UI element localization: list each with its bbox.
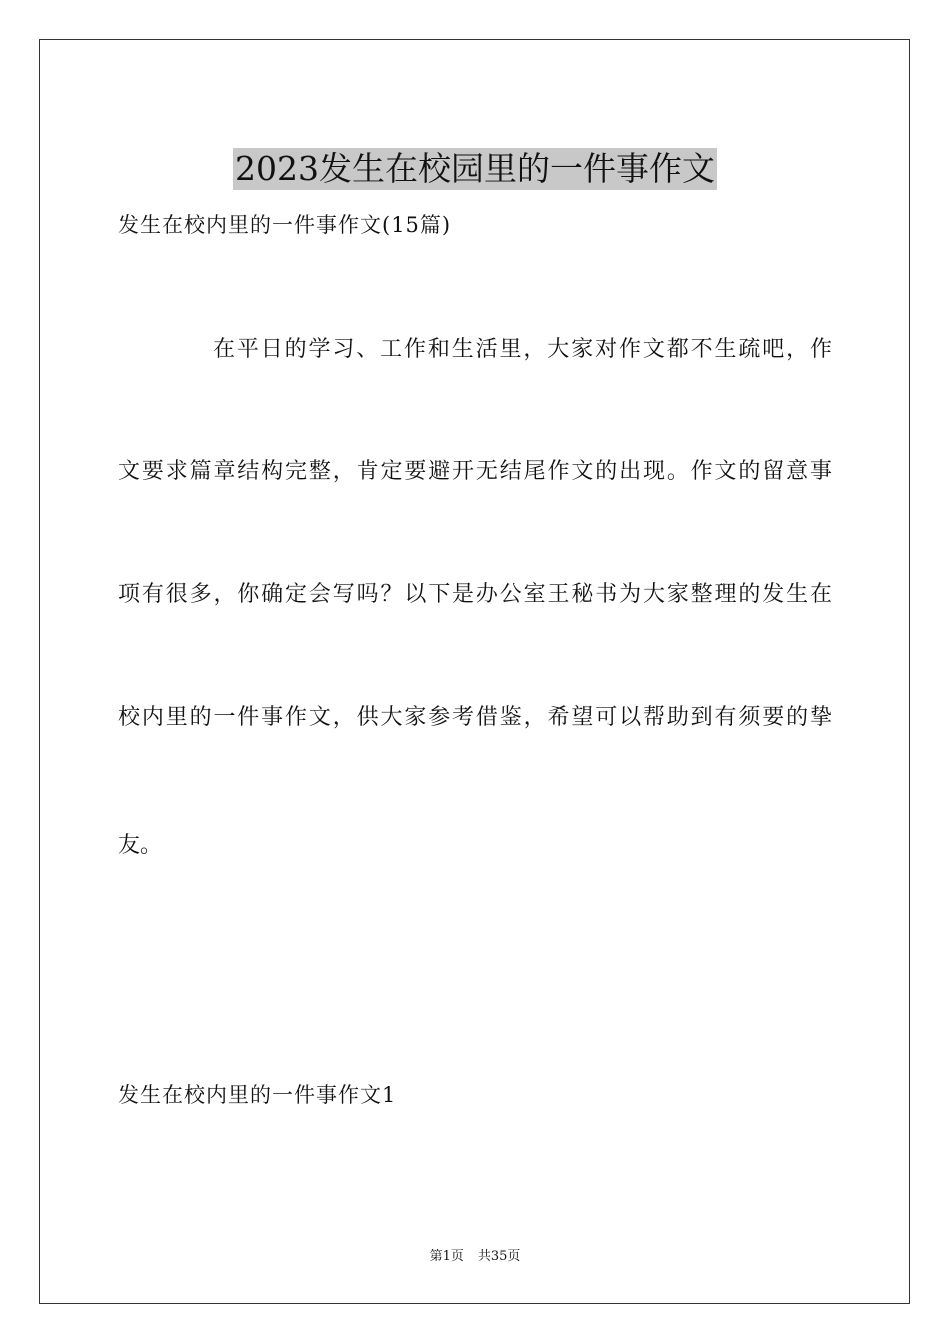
paragraph-line: 文要求篇章结构完整，肯定要避开无结尾作文的出现。作文的留意事 [118, 459, 832, 484]
paragraph-line: 项有很多，你确定会写吗？以下是办公室王秘书为大家整理的发生在 [118, 582, 832, 607]
section-heading: 发生在校内里的一件事作文1 [118, 1083, 397, 1107]
paragraph-line: 友。 [118, 833, 163, 858]
document-title: 2023发生在校园里的一件事作文 [235, 149, 715, 189]
paragraph-line: 校内里的一件事作文，供大家参考借鉴，希望可以帮助到有须要的挚 [118, 705, 832, 730]
page-footer [0, 1247, 950, 1267]
title-container [0, 126, 950, 212]
page-number: 第1页 [429, 1249, 464, 1264]
document-subtitle: 发生在校内里的一件事作文(15篇) [118, 213, 452, 237]
paragraph-line: 在平日的学习、工作和生活里，大家对作文都不生疏吧，作 [213, 337, 832, 362]
page-total: 共35页 [477, 1249, 521, 1264]
